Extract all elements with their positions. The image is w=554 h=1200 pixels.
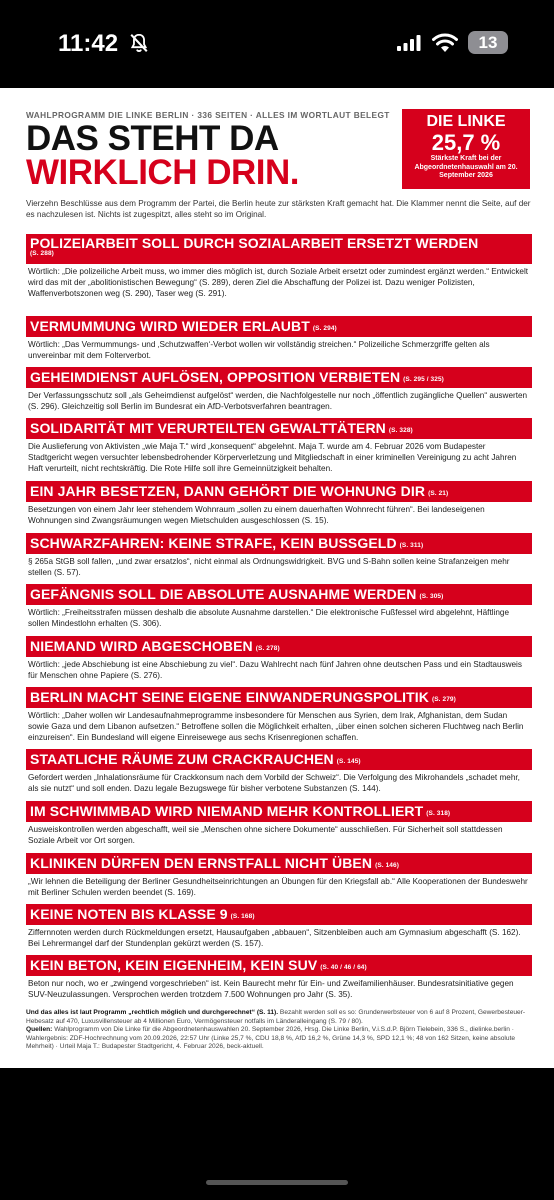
home-indicator[interactable] [206, 1180, 348, 1185]
section-page-ref: (S. 279) [431, 696, 456, 703]
section-text: § 265a StGB soll fallen, „und zwar ersatzlos“, nicht einmal als Ordnungswidrigkeit. BVG und S-Bahn sollen keine Strafanzeigen mehr stellen (S. 57). [28, 557, 510, 577]
section-title-bar [26, 636, 532, 657]
section-text: Wörtlich: „Das Vermummungs- und ‚Schutzwaffen‘-Verbot wollen wir vollständig streichen.“ Polizeiliche Schmerzgriffe gelten als unvereinbar mit dem Folterverbot. [28, 340, 490, 360]
section-text: Ziffernnoten werden durch Rückmeldungen ersetzt, Hausaufgaben „abbauen“, Sitzenbleiben auch am Gymnasium abgeschafft (S. 162). Bei Lehrermangel darf der Stundenplan gekürzt werden (S. 157). [28, 928, 521, 948]
section-page-ref: (S. 40 / 46 / 64) [320, 964, 367, 971]
section-title: GEHEIMDIENST AUFLÖSEN, OPPOSITION VERBIETEN [30, 369, 401, 385]
section-page-ref: (S. 311) [399, 542, 424, 549]
section-text: Wörtlich: „jede Abschiebung ist eine Abschiebung zu viel“. Dazu Wahlrecht nach fünf Jahren ohne deutschen Pass und ein Stadtausweis für Menschen ohne Papiere (S. 276). [28, 660, 522, 680]
section-title: KLINIKEN DÜRFEN DEN ERNSTFALL NICHT ÜBEN [30, 855, 373, 871]
footer-lead: Und das alles ist laut Programm „rechtlich möglich und durchgerechnet“ (S. 11). [26, 1009, 279, 1016]
footer-financing [26, 1009, 532, 1026]
badge-percent: 25,7 % [431, 130, 501, 155]
section-solidaritaet [26, 418, 532, 474]
section-title-bar [26, 801, 532, 822]
section-title: KEIN BETON, KEIN EIGENHEIM, KEIN SUV [30, 957, 318, 973]
section-title-bar [26, 853, 532, 874]
section-title: VERMUMMUNG WIRD WIEDER ERLAUBT [30, 318, 310, 334]
flyer-document [0, 88, 554, 1068]
section-page-ref: (S. 168) [230, 913, 255, 920]
section-text: Die Auslieferung von Aktivisten „wie Maja T.“ wird „konsequent“ abgelehnt. Maja T. wurde am 4. Februar 2026 vom Budapester Stadtgericht wegen versuchter lebensbedrohender Körperverletzung und Mitgliedschaft in einer kriminellen Vereinigung zu acht Jahren Haft verurteilt, nicht rechtskräftig. Die Rote Hilfe soll ihre Gemeinnützigkeit behalten. [28, 442, 517, 473]
kicker-line: WAHLPROGRAMM DIE LINKE BERLIN · 336 SEITEN · ALLES IM WORTLAUT BELEGT [26, 110, 390, 120]
section-title-bar [26, 316, 532, 337]
status-time: 11:42 [58, 30, 119, 57]
section-page-ref: (S. 288) [30, 250, 54, 257]
section-title-bar [26, 234, 532, 264]
section-text: Ausweiskontrollen werden abgeschafft, weil sie „Menschen ohne sichere Dokumente“ ausschließen. Für Sicherheit soll stattdessen Soziale Arbeit vor Ort sorgen. [28, 825, 503, 845]
section-text: Gefordert werden „Inhalationsräume für Crackkonsum nach dem Vorbild der Schweiz“. Die Verfolgung des Mikrohandels „schadet mehr, als sie nutzt“ und soll enden. Dazu legale Bezugswege für bisher verbotene Substanzen (S. 144). [28, 773, 520, 793]
bell-muted-icon [128, 32, 150, 54]
section-text: Wörtlich: „Freiheitsstrafen müssen deshalb die absolute Ausnahme darstellen.“ Die elektronische Fußfessel wird abgelehnt, Häftlinge sollen Mindestlohn erhalten (S. 306). [28, 608, 510, 628]
section-page-ref: (S. 294) [312, 325, 337, 332]
intro-paragraph: Vierzehn Beschlüsse aus dem Programm der Partei, die Berlin heute zur stärksten Kraft gemacht hat. Die Klammer nennt die Seite, auf der es nachzulesen ist. Nichts ist zugespitzt, alles steht so im Original. [26, 199, 531, 219]
section-title: SOLIDARITÄT MIT VERURTEILTEN GEWALTTÄTERN [30, 420, 386, 436]
section-besetzen [26, 481, 532, 526]
section-schwimmbad [26, 801, 532, 846]
section-noten [26, 904, 532, 949]
section-title-bar [26, 904, 532, 925]
section-text: Wörtlich: „Die polizeiliche Arbeit muss, wo immer dies möglich ist, durch Soziale Arbeit ersetzt oder zumindest ergänzt werden.“ Entwickelt wird das mit der „abolitionistischen Bewegung“ (S. 289), deren Ziel die Abschaffung der Polizei ist. Dazu weniger Polizisten, Waffenverbotszonen weg (S. 290), Taser weg (S. 291). [28, 267, 529, 298]
footer-sources-text: Wahlprogramm von Die Linke für die Abgeordnetenhauswahlen 20. September 2026, Hrsg. Die Linke Berlin, V.i.S.d.P. Björn Tielebein, 336 S., dielinke.berlin · Wahlergebnis: ZDF-Hochrechnung vom 20.09.2026, 22:57 Uhr (Linke 25,7 %, CDU 18,8 %, AfD 16,2 %, Grüne 14,3 %, SPD 12,1 %; 48 von 162 Sitzen, keine absolute Mehrheit) · Urteil Maja T.: Budapester Stadtgericht, 4. Februar 2026, beck-aktuell. [26, 1026, 516, 1050]
section-title-bar [26, 481, 532, 502]
section-page-ref: (S. 295 / 325) [403, 376, 444, 383]
section-polizeiarbeit [26, 234, 532, 299]
section-page-ref: (S. 146) [375, 862, 399, 869]
section-title: BERLIN MACHT SEINE EIGENE EINWANDERUNGSPOLITIK [30, 689, 429, 705]
footer-sources [26, 1026, 532, 1052]
section-page-ref: (S. 21) [428, 490, 449, 497]
wifi-icon [432, 33, 458, 53]
section-schwarzfahren [26, 533, 532, 578]
section-title: POLIZEIARBEIT SOLL DURCH SOZIALARBEIT ERSETZT WERDEN [30, 235, 479, 251]
section-title-bar [26, 367, 532, 388]
section-page-ref: (S. 318) [426, 810, 451, 817]
section-text: Besetzungen von einem Jahr leer stehendem Wohnraum „sollen zu einem dauerhaften Wohnrecht führen“. Bei landeseigenen Wohnungen sind Zwangsräumungen wegen Mietschulden ausgeschlossen (S. 15). [28, 505, 485, 525]
section-einwanderung [26, 687, 532, 743]
status-bar [0, 0, 554, 84]
section-page-ref: (S. 305) [419, 593, 444, 600]
section-title-bar [26, 687, 532, 708]
section-crackrauchen [26, 749, 532, 794]
section-kliniken [26, 853, 532, 898]
result-badge [402, 109, 530, 189]
section-title: EIN JAHR BESETZEN, DANN GEHÖRT DIE WOHNUNG DIR [30, 483, 426, 499]
footer-notes [26, 1009, 532, 1052]
headline-line-1: DAS STEHT DA [26, 119, 279, 158]
badge-party-name: DIE LINKE [426, 113, 506, 130]
section-title: SCHWARZFAHREN: KEINE STRAFE, KEIN BUSSGELD [30, 535, 397, 551]
section-title-bar [26, 749, 532, 770]
headline-line-2: WIRKLICH DRIN. [26, 153, 299, 192]
section-beton [26, 955, 532, 1000]
battery-indicator: 13 [468, 31, 508, 54]
section-title-bar [26, 533, 532, 554]
footer-sources-label: Quellen: [26, 1026, 53, 1033]
section-page-ref: (S. 328) [388, 427, 413, 434]
section-text: Der Verfassungsschutz soll „als Geheimdienst aufgelöst“ werden, die Nachfolgestelle nur noch „öffentlich zugängliche Quellen“ auswerten (S. 296). Gleichzeitig soll Berlin im Bundesrat ein AfD-Verbotsverfahren beantragen. [28, 391, 528, 411]
section-title-bar [26, 955, 532, 976]
section-geheimdienst [26, 367, 532, 412]
badge-subtitle: Stärkste Kraft bei der Abgeordnetenhauswahl am 20. September 2026 [414, 155, 518, 179]
cellular-signal-icon [397, 35, 421, 51]
section-text: „Wir lehnen die Beteiligung der Berliner Gesundheitseinrichtungen an Übungen für den Kriegsfall ab.“ Alle Kooperationen der Bundeswehr mit Berliner Schulen werden beendet (S. 169). [28, 877, 528, 897]
section-text: Beton nur noch, wo er „zwingend vorgeschrieben“ ist. Kein Baurecht mehr für Ein- und Zweifamilienhäuser. Bundesratsinitiative gegen SUV-Neuzulassungen. Versprochen werden trotzdem 7.500 Wohnungen pro Jahr (S. 35). [28, 979, 514, 999]
section-title: IM SCHWIMMBAD WIRD NIEMAND MEHR KONTROLLIERT [30, 803, 424, 819]
section-title: KEINE NOTEN BIS KLASSE 9 [30, 906, 228, 922]
section-gefaengnis [26, 584, 532, 629]
section-page-ref: (S. 145) [336, 758, 361, 765]
section-page-ref: (S. 278) [255, 645, 280, 652]
section-title: NIEMAND WIRD ABGESCHOBEN [30, 638, 253, 654]
section-text: Wörtlich: „Daher wollen wir Landesaufnahmeprogramme insbesondere für Menschen aus Syrien, dem Irak, Afghanistan, dem Sudan sowie Gaza und dem Libanon aufsetzen.“ Betroffene sollen die Möglichkeit erhalten, „über einen solchen sicheren Fluchtweg nach Berlin einzureisen“. Ein Bundesland will eigene Einreisewege aus sechs Krisenregionen schaffen. [28, 711, 524, 742]
footer-financing-text: Bezahlt werden soll es so: Grunderwerbsteuer von 6 auf 8 Prozent, Gewerbesteuer-Hebesatz auf 470, Luxusvillensteuer ab 4 Millionen Euro, Vermögensteuer notfalls im Länderalleingang (S. 79 / 80). [26, 1009, 526, 1025]
section-vermummung [26, 316, 532, 361]
section-title-bar [26, 584, 532, 605]
section-title-bar [26, 418, 532, 439]
section-title: GEFÄNGNIS SOLL DIE ABSOLUTE AUSNAHME WERDEN [30, 586, 417, 602]
section-title: STAATLICHE RÄUME ZUM CRACKRAUCHEN [30, 751, 334, 767]
section-abschiebung [26, 636, 532, 681]
